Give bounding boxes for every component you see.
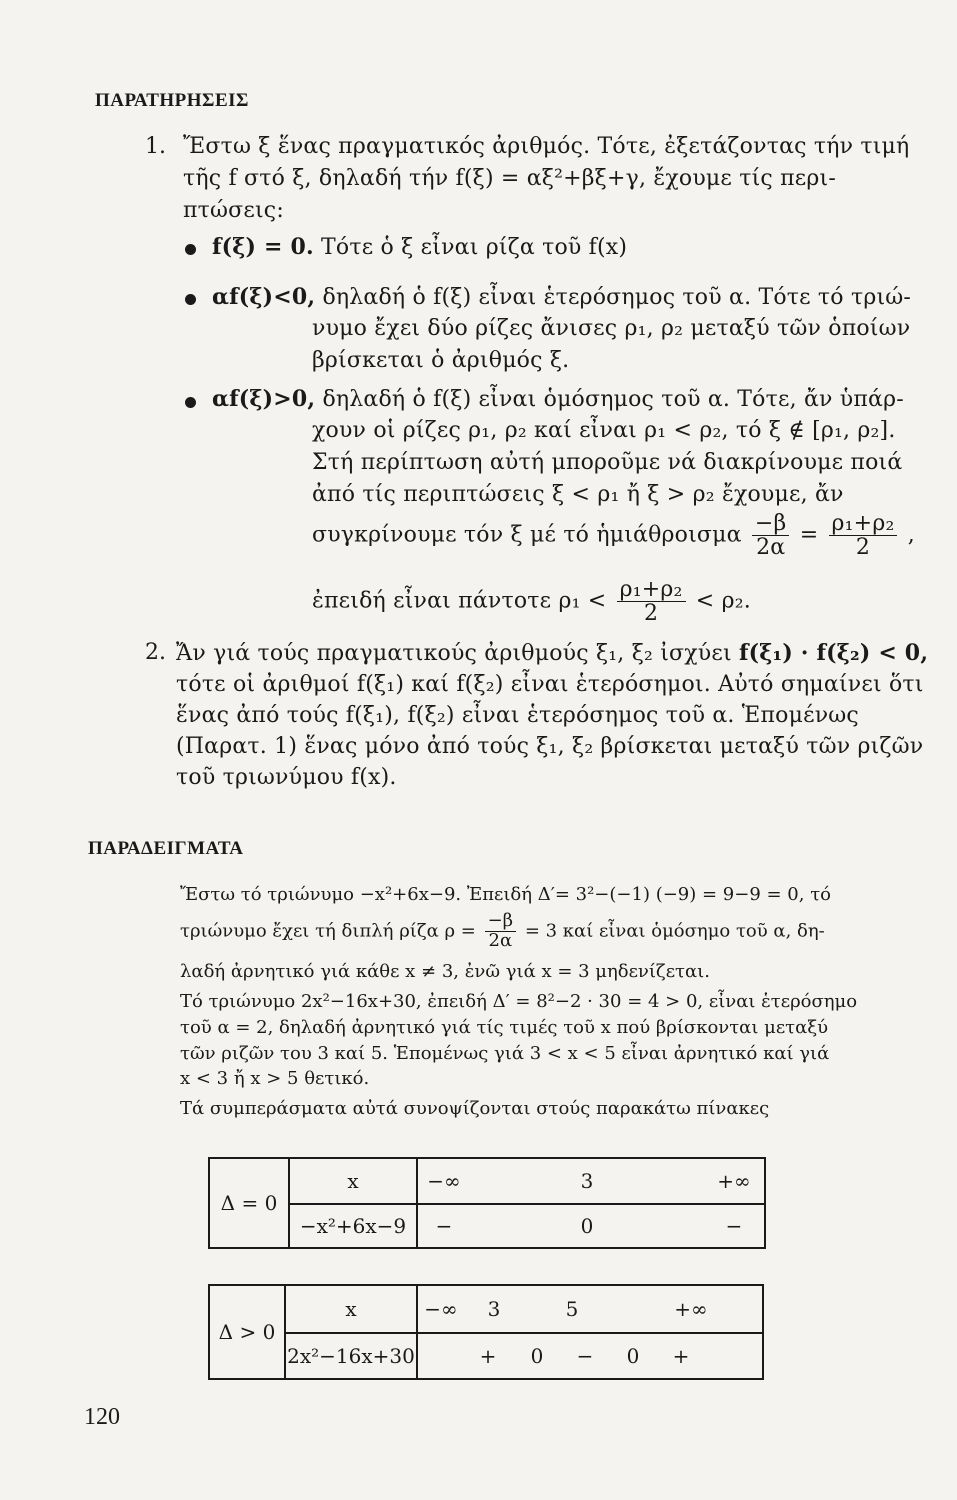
- example-2-line-2: τοῦ α = 2, δηλαδή ἀρνητικό γιά τίς τιμές τοῦ x πού βρίσκονται μεταξύ: [180, 1017, 829, 1038]
- table-1-header-cell: 3: [470, 1158, 704, 1204]
- case-positive-line-6: [312, 578, 751, 625]
- remark-2-line-1: [176, 640, 928, 666]
- case-zero-text: Τότε ὁ ξ εἶναι ρίζα τοῦ f(x): [313, 235, 628, 260]
- table-1-row-cell: −: [417, 1204, 470, 1248]
- example-1-line-2: [180, 912, 825, 951]
- remark-2-number: 2.: [145, 640, 166, 665]
- numerator: ρ₁+ρ₂: [617, 578, 686, 602]
- table-2-header-cell: +∞: [620, 1285, 763, 1333]
- table-1-row-expr: −x²+6x−9: [289, 1204, 417, 1248]
- table-1-row-cell: 0: [470, 1204, 704, 1248]
- case-zero-condition: f(ξ) = 0.: [212, 234, 314, 260]
- sign-table-delta-positive: [208, 1284, 764, 1380]
- remark-2-text: Ἄν γιά τούς πραγματικούς ἀριθμούς ξ₁, ξ₂ ἰσχύει: [176, 641, 739, 666]
- table-2-sign: 0: [626, 1344, 640, 1368]
- remarks-heading: ΠΑΡΑΤΗΡΗΣΕΙΣ: [95, 90, 249, 111]
- sign-table-delta-zero: [208, 1157, 766, 1249]
- case-negative-text: δηλαδή ὁ f(ξ) εἶναι ἑτερόσημος τοῦ α. Τότε τό τριώ-: [315, 285, 912, 310]
- case-negative-condition: αf(ξ)<0,: [212, 284, 316, 310]
- denominator: 2α: [756, 535, 786, 561]
- case-positive-line-1: [212, 386, 904, 412]
- table-2-header-cell: −∞: [417, 1285, 464, 1333]
- bullet-icon: [185, 244, 196, 255]
- denominator: 2: [644, 601, 659, 627]
- table-2-header-cell: 3: [464, 1285, 524, 1333]
- table-1-row-cell: −: [704, 1204, 765, 1248]
- denominator: 2α: [488, 929, 513, 951]
- summary-line: Τά συμπεράσματα αὐτά συνοψίζονται στούς παρακάτω πίνακες: [180, 1098, 770, 1119]
- example-1-line-1: Ἔστω τό τριώνυμο −x²+6x−9. Ἐπειδή Δ′= 3²−(−1) (−9) = 9−9 = 0, τό: [180, 884, 831, 905]
- case-positive-text: δηλαδή ὁ f(ξ) εἶναι ὁμόσημος τοῦ α. Τότε, ἄν ὑπάρ-: [315, 387, 904, 412]
- table-2-header-cell: 5: [524, 1285, 620, 1333]
- page-number: 120: [84, 1404, 120, 1430]
- table-2-row-signs: [417, 1333, 763, 1379]
- case-positive-line-5: [312, 512, 915, 559]
- remark-2-line-5: τοῦ τριωνύμου f(x).: [176, 765, 397, 790]
- table-2-sign: −: [576, 1344, 594, 1368]
- example-2-line-1: Τό τριώνυμο 2x²−16x+30, ἐπειδή Δ′ = 8²−2 · 30 = 4 > 0, εἶναι ἑτερόσημο: [180, 991, 858, 1012]
- always-text: ἐπειδή εἶναι πάντοτε ρ₁ <: [312, 588, 607, 614]
- fraction-root-sum-over-2: [829, 512, 898, 559]
- fraction-minus-b-over-2a: [485, 912, 517, 951]
- product-condition: f(ξ₁) · f(ξ₂) < 0,: [738, 640, 929, 666]
- remark-2-line-3: ἕνας ἀπό τούς f(ξ₁), f(ξ₂) εἶναι ἑτερόσημος τοῦ α. Ἑπομένως: [176, 703, 859, 728]
- bullet-icon: [185, 397, 196, 408]
- table-2-sign: +: [672, 1344, 690, 1368]
- table-1-header-cell: +∞: [704, 1158, 765, 1204]
- fraction-root-sum-over-2: [617, 578, 686, 625]
- numerator: −β: [752, 512, 790, 536]
- case-zero: [212, 234, 627, 260]
- example-2-line-3: τῶν ριζῶν του 3 καί 5. Ἑπομένως γιά 3 < x < 5 εἶναι ἀρνητικό καί γιά: [180, 1043, 830, 1064]
- table-2-sign: 0: [530, 1344, 544, 1368]
- case-positive-line-4: ἀπό τίς περιπτώσεις ξ < ρ₁ ἤ ξ > ρ₂ ἔχουμε, ἄν: [312, 482, 844, 507]
- example-1-line-3: λαδή ἀρνητικό γιά κάθε x ≠ 3, ἐνῶ γιά x = 3 μηδενίζεται.: [180, 961, 710, 982]
- case-negative-line-1: [212, 284, 911, 310]
- table-2-label: Δ > 0: [209, 1285, 285, 1379]
- table-2-header-x: x: [285, 1285, 417, 1333]
- remark-1-line-2: τῆς f στό ξ, δηλαδή τήν f(ξ) = αξ²+βξ+γ, ἔχουμε τίς περι-: [183, 166, 836, 191]
- table-1-header-cell: −∞: [417, 1158, 470, 1204]
- remark-1-number: 1.: [145, 134, 166, 159]
- numerator: −β: [485, 912, 517, 932]
- remark-2-line-2: τότε οἱ ἀριθμοί f(ξ₁) καί f(ξ₂) εἶναι ἑτερόσημοι. Αὐτό σημαίνει ὅτι: [176, 672, 924, 697]
- less-than-rho2: < ρ₂.: [695, 588, 751, 614]
- case-negative-line-2: νυμο ἔχει δύο ρίζες ἄνισες ρ₁, ρ₂ μεταξύ τῶν ὁποίων: [312, 316, 911, 341]
- remark-1-line-1: Ἔστω ξ ἕνας πραγματικός ἀριθμός. Τότε, ἐξετάζοντας τήν τιμή: [183, 134, 910, 159]
- case-positive-line-3: Στή περίπτωση αὐτή μποροῦμε νά διακρίνουμε ποιά: [312, 450, 903, 475]
- table-2-row-expr: 2x²−16x+30: [285, 1333, 417, 1379]
- numerator: ρ₁+ρ₂: [829, 512, 898, 536]
- table-1-label: Δ = 0: [209, 1158, 289, 1248]
- table-1-header-x: x: [289, 1158, 417, 1204]
- fraction-minus-b-over-2a: [752, 512, 790, 559]
- case-negative-line-3: βρίσκεται ὁ ἀριθμός ξ.: [312, 348, 570, 373]
- table-2-sign: +: [479, 1344, 497, 1368]
- equals-sign: =: [799, 522, 819, 548]
- denominator: 2: [855, 535, 871, 561]
- remark-2-line-4: (Παρατ. 1) ἕνας μόνο ἀπό τούς ξ₁, ξ₂ βρίσκεται μεταξύ τῶν ριζῶν: [176, 734, 924, 759]
- case-positive-line-2: χουν οἱ ρίζες ρ₁, ρ₂ καί εἶναι ρ₁ < ρ₂, τό ξ ∉ [ρ₁, ρ₂].: [312, 418, 896, 443]
- double-root-value: = 3 καί εἶναι ὁμόσημο τοῦ α, δη-: [524, 920, 825, 942]
- half-sum-text: συγκρίνουμε τόν ξ μέ τό ἡμιάθροισμα: [312, 522, 742, 548]
- bullet-icon: [185, 294, 196, 305]
- example-2-line-4: x < 3 ἤ x > 5 θετικό.: [180, 1068, 370, 1089]
- remark-1-line-3: πτώσεις:: [183, 198, 284, 223]
- case-positive-condition: αf(ξ)>0,: [212, 386, 316, 412]
- comma: ,: [907, 522, 915, 548]
- examples-heading: ΠΑΡΑΔΕΙΓΜΑΤΑ: [88, 838, 244, 859]
- double-root-text: τριώνυμο ἔχει τή διπλή ρίζα ρ =: [180, 920, 476, 942]
